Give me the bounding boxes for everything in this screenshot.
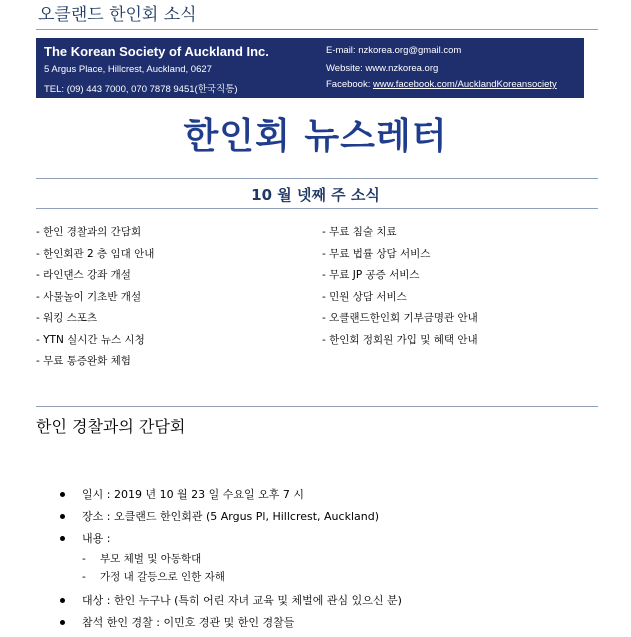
detail-item [58,484,402,506]
toc-left-column [36,222,154,373]
toc-item[interactable]: - YTN 실시간 뉴스 시청 [36,333,145,346]
event-details [58,484,402,634]
detail-item [58,612,402,634]
society-banner [36,38,584,98]
toc-item[interactable]: - 라인댄스 강좌 개설 [36,269,131,281]
toc-item[interactable]: - 한인회관 2 층 임대 안내 [36,247,155,260]
newsletter-title: 한인회 뉴스레터 [183,116,448,157]
facebook-link[interactable]: www.facebook.com/AucklandKoreansociety [373,79,557,90]
toc-item[interactable]: - 민원 상담 서비스 [322,290,407,303]
organization-email: E-mail: nzkorea.org@gmail.com [326,45,462,56]
bullet-icon [60,598,65,603]
organization-address: 5 Argus Place, Hillcrest, Auckland, 0627 [44,64,212,75]
dash-icon: - [82,571,86,583]
week-divider [36,208,598,209]
header-divider [36,29,598,30]
dash-icon: - [82,553,86,565]
toc-item[interactable]: - 오클랜드한인회 기부금명관 안내 [322,312,478,324]
bullet-icon [60,620,65,625]
detail-text: 내용 : [82,532,111,545]
toc-item[interactable]: - 무료 통증완화 체험 [36,355,131,367]
organization-website: Website: www.nzkorea.org [326,63,439,74]
detail-item [58,528,402,550]
detail-item [58,506,402,528]
bullet-icon [60,514,65,519]
organization-phone: TEL: (09) 443 7000, 070 7878 9451(한국직통) [44,84,238,95]
bullet-icon [60,492,65,497]
detail-subitem [58,550,402,568]
toc-item[interactable]: - 무료 법률 상담 서비스 [322,247,431,260]
toc-item[interactable]: - 무료 JP 공증 서비스 [322,269,420,281]
toc-item[interactable]: - 무료 침술 치료 [322,226,397,238]
detail-subitem [58,568,402,586]
toc-item[interactable]: - 사물놀이 기초반 개설 [36,290,142,303]
bullet-icon [60,536,65,541]
section-title: 한인 경찰과의 간담회 [36,417,186,436]
facebook-label: Facebook: [326,79,373,90]
detail-text: 일시 : 2019 년 10 월 23 일 수요일 오후 7 시 [82,488,305,501]
toc-item[interactable]: - 한인 경찰과의 간담회 [36,226,142,238]
week-title: 10 월 넷째 주 소식 [251,186,380,204]
detail-text: 참석 한인 경찰 : 이민호 경관 및 한인 경찰들 [82,616,295,629]
subitem-text: 가정 내 갈등으로 인한 자해 [100,571,225,583]
organization-name: The Korean Society of Auckland Inc. [44,44,269,59]
subitem-text: 부모 체벌 및 아동학대 [100,553,202,565]
toc-right-column [322,222,478,351]
section-divider [36,406,598,407]
toc-item[interactable]: - 한인회 정회원 가입 및 혜택 안내 [322,333,478,346]
organization-facebook [326,79,557,90]
toc-item[interactable]: - 워킹 스포츠 [36,312,98,324]
detail-text: 대상 : 한인 누구나 (특히 어린 자녀 교육 및 체벌에 관심 있으신 분) [82,594,402,607]
title-divider [36,178,598,179]
newsletter-header-title: 오클랜드 한인회 소식 [38,5,197,25]
detail-text: 장소 : 오클랜드 한인회관 (5 Argus Pl, Hillcrest, Auckland) [82,510,379,523]
detail-item [58,590,402,612]
